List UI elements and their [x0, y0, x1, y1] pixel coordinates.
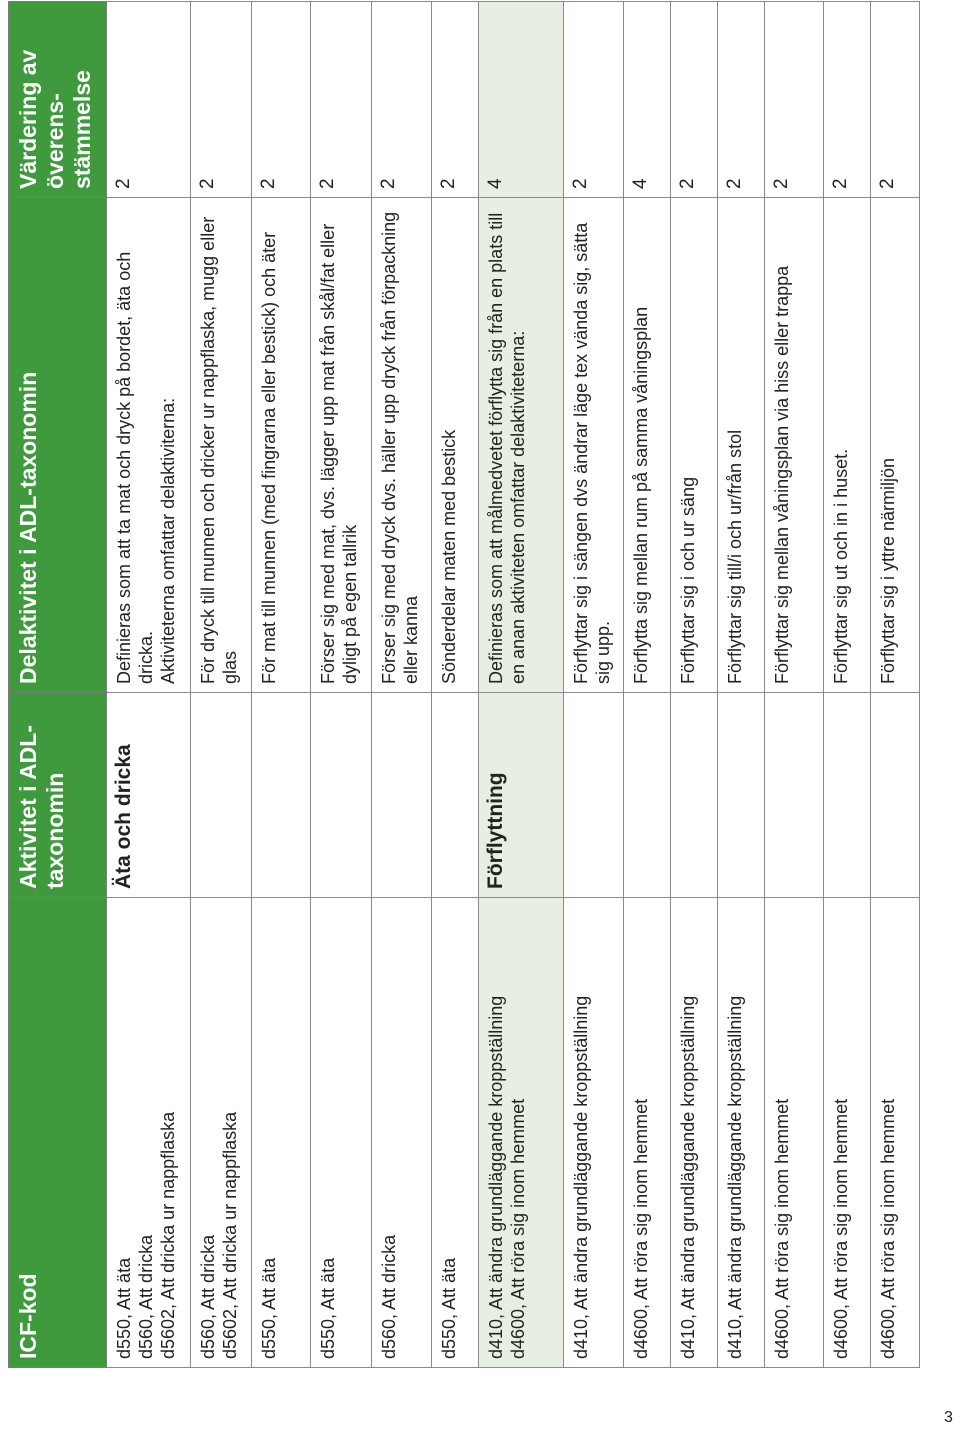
rating-cell: 2 — [717, 2, 764, 198]
icf-adl-table — [8, 1, 920, 1368]
icf-code-cell — [671, 898, 718, 1368]
table-row — [107, 2, 191, 1368]
icf-code-cell — [311, 898, 372, 1368]
subactivity-text: Förser sig med dryck dvs. häller upp dryck från förpackning eller kanna — [378, 211, 421, 684]
table-row — [870, 2, 919, 1368]
icf-code-line: d5602, Att dricka ur nappflaska — [219, 1111, 240, 1359]
icf-code-line: d550, Att äta — [439, 1257, 460, 1359]
rating-cell: 2 — [190, 2, 251, 198]
rating-cell: 2 — [311, 2, 372, 198]
table-row — [371, 2, 432, 1368]
subactivity-cell — [478, 198, 563, 693]
rating-cell: 2 — [671, 2, 718, 198]
subactivity-text: Förflyttar sig i sängen dvs ändrar läge tex vända sig, sätta sig upp. — [570, 222, 613, 684]
subactivity-cell — [764, 198, 824, 693]
header-rating: Värdering av överens-stämmelse — [9, 2, 107, 198]
subactivity-text: Förflyttar sig i yttre närmiljön — [877, 457, 898, 684]
activity-cell: Förflyttning — [478, 693, 563, 898]
table-row — [671, 2, 718, 1368]
subactivity-cell — [311, 198, 372, 693]
rating-cell: 2 — [432, 2, 479, 198]
subactivity-cell — [624, 198, 671, 693]
table-row — [190, 2, 251, 1368]
icf-code-line: d550, Att äta — [258, 1257, 279, 1359]
icf-code-cell — [432, 898, 479, 1368]
icf-code-line: d550, Att äta — [318, 1257, 339, 1359]
icf-code-line: d560, Att dricka — [378, 1234, 399, 1359]
icf-code-line: d4600, Att röra sig inom hemmet — [507, 1098, 528, 1359]
icf-code-line: d4600, Att röra sig inom hemmet — [877, 1098, 898, 1359]
subactivity-cell — [432, 198, 479, 693]
subactivity-cell — [251, 198, 311, 693]
rating-cell: 2 — [870, 2, 919, 198]
icf-code-line: d410, Att ändra grundläggande kroppställning — [678, 995, 699, 1359]
subactivity-cell — [717, 198, 764, 693]
activity-cell — [371, 693, 432, 898]
table-row — [624, 2, 671, 1368]
icf-code-cell — [478, 898, 563, 1368]
icf-code-cell — [870, 898, 919, 1368]
subactivity-text: Förflytta sig mellan rum på samma våningsplan — [631, 306, 652, 684]
subactivity-text: Förflyttar sig i och ur säng — [678, 476, 699, 684]
table-row — [432, 2, 479, 1368]
header-row — [9, 2, 107, 1368]
subactivity-cell — [824, 198, 871, 693]
activity-cell — [563, 693, 624, 898]
subactivity-cell — [190, 198, 251, 693]
subactivity-cell — [107, 198, 191, 693]
subactivity-text: Definieras som att ta mat och dryck på bordet, äta och dricka. — [114, 251, 156, 684]
subactivity-text: För dryck till munnen och dricker ur nappflaska, mugg eller glas — [197, 216, 240, 684]
table-row — [311, 2, 372, 1368]
icf-code-cell — [764, 898, 824, 1368]
subactivity-text: Förflyttar sig till/i och ur/från stol — [724, 429, 745, 684]
table-row — [764, 2, 824, 1368]
subactivity-text: För mat till munnen (med fingrarna eller bestick) och äter — [258, 231, 279, 684]
activity-cell — [824, 693, 871, 898]
header-subactivity: Delaktivitet i ADL-taxonomin — [9, 198, 107, 693]
table-body — [107, 2, 920, 1368]
icf-code-cell — [190, 898, 251, 1368]
activity-cell — [251, 693, 311, 898]
activity-cell: Äta och dricka — [107, 693, 191, 898]
icf-code-line: d410, Att ändra grundläggande kroppställning — [724, 995, 745, 1359]
icf-code-cell — [107, 898, 191, 1368]
subactivity-cell — [870, 198, 919, 693]
table-row — [824, 2, 871, 1368]
activity-cell — [432, 693, 479, 898]
icf-code-line: d410, Att ändra grundläggande kroppställning — [570, 995, 591, 1359]
icf-code-cell — [624, 898, 671, 1368]
subactivity-cell — [671, 198, 718, 693]
icf-code-line: d560, Att dricka — [197, 1234, 218, 1359]
icf-code-line: d550, Att äta — [114, 1257, 134, 1359]
table-row — [717, 2, 764, 1368]
icf-code-cell — [371, 898, 432, 1368]
activity-cell — [624, 693, 671, 898]
rating-cell: 2 — [764, 2, 824, 198]
icf-code-line: d4600, Att röra sig inom hemmet — [631, 1098, 652, 1359]
subactivity-text: Definieras som att målmedvetet förflytta sig från en plats till en anan aktiviteten omfattar delaktiviteterna: — [485, 212, 528, 684]
rotated-page — [8, 2, 920, 1368]
table-row — [478, 2, 563, 1368]
subactivity-text: Aktiviteterna omfattar delaktiviterna: — [158, 397, 178, 684]
rating-cell: 2 — [371, 2, 432, 198]
rating-cell: 4 — [478, 2, 563, 198]
activity-cell — [764, 693, 824, 898]
icf-code-line: d4600, Att röra sig inom hemmet — [831, 1098, 852, 1359]
table-row — [563, 2, 624, 1368]
icf-code-line: d4600, Att röra sig inom hemmet — [771, 1098, 792, 1359]
icf-code-cell — [717, 898, 764, 1368]
activity-cell — [311, 693, 372, 898]
rating-cell: 2 — [107, 2, 191, 198]
rating-cell: 4 — [624, 2, 671, 198]
subactivity-cell — [563, 198, 624, 693]
rating-cell: 2 — [563, 2, 624, 198]
subactivity-cell — [371, 198, 432, 693]
subactivity-text: Förser sig med mat, dvs. lägger upp mat från skål/fat eller dyligt på egen tallrik — [318, 223, 361, 684]
activity-cell — [717, 693, 764, 898]
icf-code-line: d5602, Att dricka ur nappflaska — [158, 1111, 178, 1359]
icf-code-cell — [563, 898, 624, 1368]
table-row — [251, 2, 311, 1368]
subactivity-text: Sönderdelar maten med bestick — [439, 429, 460, 684]
activity-cell — [870, 693, 919, 898]
icf-code-line: d560, Att dricka — [136, 1234, 156, 1359]
subactivity-text: Förflyttar sig mellan våningsplan via hiss eller trappa — [771, 265, 792, 684]
header-activity: Aktivitet i ADL-taxonomin — [9, 693, 107, 898]
icf-code-cell — [824, 898, 871, 1368]
activity-cell — [190, 693, 251, 898]
activity-cell — [671, 693, 718, 898]
header-icf-code: ICF-kod — [9, 898, 107, 1368]
rating-cell: 2 — [824, 2, 871, 198]
subactivity-text: Förflyttar sig ut och in i huset. — [831, 448, 852, 684]
icf-code-line: d410, Att ändra grundläggande kroppställning — [485, 995, 506, 1359]
page-number: 3 — [944, 1409, 953, 1426]
rating-cell: 2 — [251, 2, 311, 198]
icf-code-cell — [251, 898, 311, 1368]
